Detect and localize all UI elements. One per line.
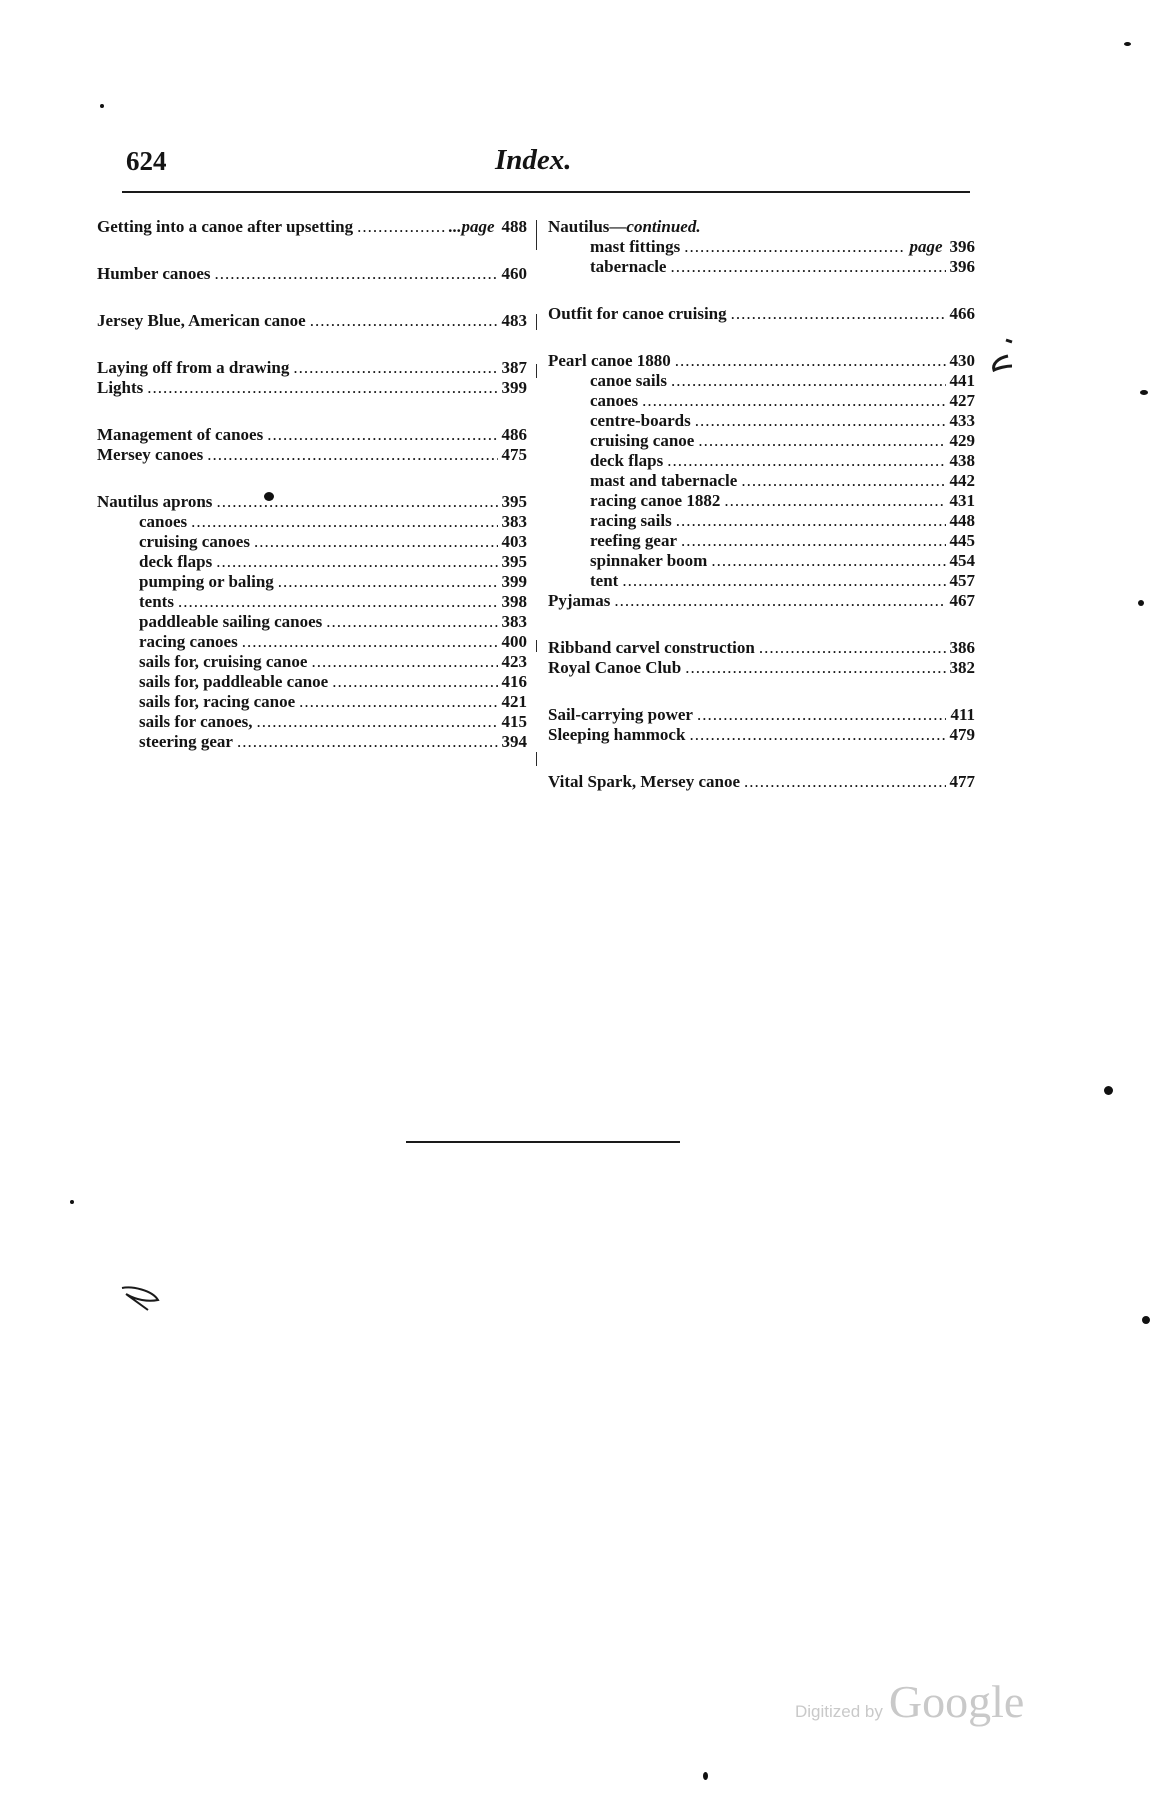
entry-page-number: 421 bbox=[501, 692, 527, 711]
entry-page-number: 396 bbox=[949, 257, 975, 276]
dot-leader bbox=[299, 692, 497, 712]
entry-label: Sail-carrying power bbox=[548, 705, 693, 724]
index-entry-sleeping-hammock bbox=[548, 725, 975, 745]
entry-label: canoe sails bbox=[590, 371, 667, 390]
index-entry-racing-sails bbox=[548, 511, 975, 531]
index-entry-nautilus-aprons bbox=[97, 492, 527, 512]
dot-leader bbox=[332, 672, 497, 692]
index-entry-getting-into-a-canoe-after-upsetting bbox=[97, 217, 527, 237]
index-entry-sails-for-cruising-canoe bbox=[97, 652, 527, 672]
entry-label: Royal Canoe Club bbox=[548, 658, 682, 677]
entry-label: Mersey canoes bbox=[97, 445, 204, 464]
page-number: 624 bbox=[126, 146, 167, 176]
entry-label: canoes bbox=[139, 512, 188, 531]
entry-page-number: 416 bbox=[501, 672, 527, 691]
scan-speck bbox=[1140, 390, 1148, 395]
dot-leader bbox=[215, 264, 498, 284]
entry-page-number: 445 bbox=[949, 531, 975, 550]
dot-leader bbox=[147, 378, 497, 398]
entry-label: Laying off from a drawing bbox=[97, 358, 290, 377]
scan-speck bbox=[1104, 1086, 1113, 1095]
dot-leader bbox=[242, 632, 498, 652]
page-title: Index. bbox=[495, 144, 572, 176]
index-entry-tabernacle bbox=[548, 257, 975, 277]
dot-leader bbox=[689, 725, 945, 745]
entry-page-number: 394 bbox=[501, 732, 527, 751]
entry-label: sails for canoes, bbox=[139, 712, 253, 731]
dot-leader bbox=[191, 512, 497, 532]
index-entry-spinnaker-boom bbox=[548, 551, 975, 571]
scan-speck bbox=[264, 492, 274, 501]
dot-leader bbox=[642, 391, 945, 411]
scan-speck bbox=[1142, 1316, 1150, 1324]
index-entry-tent bbox=[548, 571, 975, 591]
entry-page-number: 433 bbox=[949, 411, 975, 430]
entry-label: pumping or baling bbox=[139, 572, 274, 591]
index-entry-pyjamas bbox=[548, 591, 975, 611]
entry-page-number: 386 bbox=[949, 638, 975, 657]
entry-label: racing canoe 1882 bbox=[590, 491, 721, 510]
index-entry-steering-gear bbox=[97, 732, 527, 752]
dot-leader bbox=[759, 638, 946, 658]
entry-page-number: 438 bbox=[949, 451, 975, 470]
page-prefix: ...page bbox=[448, 217, 495, 236]
entry-label: Humber canoes bbox=[97, 264, 211, 283]
dot-leader bbox=[670, 257, 945, 277]
entry-label: Pearl canoe 1880 bbox=[548, 351, 671, 370]
entry-label: sails for, racing canoe bbox=[139, 692, 296, 711]
index-entry-pumping-or-baling bbox=[97, 572, 527, 592]
entry-label: spinnaker boom bbox=[590, 551, 708, 570]
entry-label: paddleable sailing canoes bbox=[139, 612, 323, 631]
index-entry-sails-for-paddleable-canoe bbox=[97, 672, 527, 692]
index-entry-humber-canoes bbox=[97, 264, 527, 284]
dot-leader bbox=[697, 705, 946, 725]
index-entry-canoes bbox=[548, 391, 975, 411]
entry-page-number: 423 bbox=[501, 652, 527, 671]
index-entry-management-of-canoes bbox=[97, 425, 527, 445]
entry-page-number: 403 bbox=[501, 532, 527, 551]
column-separator bbox=[536, 364, 537, 378]
dot-leader bbox=[310, 311, 498, 331]
dot-leader bbox=[676, 511, 946, 531]
dot-leader bbox=[326, 612, 497, 632]
entry-label: deck flaps bbox=[590, 451, 664, 470]
entry-page-number: 488 bbox=[501, 217, 527, 236]
index-entry-mast-fittings bbox=[548, 237, 975, 257]
scan-speck bbox=[1124, 42, 1131, 46]
entry-page-number: 383 bbox=[501, 612, 527, 631]
entry-page-number: 399 bbox=[501, 572, 527, 591]
entry-page-number: 398 bbox=[501, 592, 527, 611]
entry-label: Outfit for canoe cruising bbox=[548, 304, 727, 323]
entry-page-number: 483 bbox=[501, 311, 527, 330]
column-separator bbox=[536, 220, 537, 250]
entry-page-number: 441 bbox=[949, 371, 975, 390]
entry-page-number: 415 bbox=[501, 712, 527, 731]
scan-speck bbox=[100, 104, 104, 108]
scan-speck bbox=[70, 1200, 74, 1204]
dot-leader bbox=[278, 572, 498, 592]
index-entry-sail-carrying-power bbox=[548, 705, 975, 725]
entry-page-number: 431 bbox=[949, 491, 975, 510]
entry-page-number: 395 bbox=[501, 552, 527, 571]
dot-leader bbox=[357, 217, 445, 237]
entry-label: mast fittings bbox=[590, 237, 681, 256]
entry-label: Ribband carvel construction bbox=[548, 638, 755, 657]
entry-page-number: 383 bbox=[501, 512, 527, 531]
entry-label: cruising canoe bbox=[590, 431, 695, 450]
dot-leader bbox=[216, 552, 497, 572]
dot-leader bbox=[614, 591, 945, 611]
entry-page-number: 400 bbox=[501, 632, 527, 651]
index-entry-royal-canoe-club bbox=[548, 658, 975, 678]
dot-leader bbox=[254, 532, 498, 552]
entry-label: Jersey Blue, American canoe bbox=[97, 311, 306, 330]
entry-label: sails for, cruising canoe bbox=[139, 652, 308, 671]
dot-leader bbox=[698, 431, 945, 451]
digitized-by-google-watermark bbox=[795, 1675, 1024, 1728]
entry-page-number: 486 bbox=[501, 425, 527, 444]
dot-leader bbox=[257, 712, 498, 732]
entry-page-number: 466 bbox=[949, 304, 975, 323]
dot-leader bbox=[684, 237, 905, 257]
index-entry-cruising-canoe bbox=[548, 431, 975, 451]
pencil-mark bbox=[118, 1284, 164, 1314]
index-entry-centre-boards bbox=[548, 411, 975, 431]
dot-leader bbox=[695, 411, 946, 431]
entry-page-number: 467 bbox=[949, 591, 975, 610]
entry-label: Management of canoes bbox=[97, 425, 264, 444]
index-entry-mast-and-tabernacle bbox=[548, 471, 975, 491]
entry-label: racing canoes bbox=[139, 632, 238, 651]
index-entry-deck-flaps bbox=[548, 451, 975, 471]
dot-leader bbox=[731, 304, 946, 324]
index-entry-tents bbox=[97, 592, 527, 612]
column-separator bbox=[536, 314, 537, 330]
index-entry-ribband-carvel-construction bbox=[548, 638, 975, 658]
google-logo: Google bbox=[888, 1676, 1025, 1727]
index-entry-vital-spark-mersey-canoe bbox=[548, 772, 975, 792]
index-entry-mersey-canoes bbox=[97, 445, 527, 465]
index-entry-canoes bbox=[97, 512, 527, 532]
page-prefix: page bbox=[909, 237, 943, 256]
entry-label: Pyjamas bbox=[548, 591, 611, 610]
entry-page-number: 399 bbox=[501, 378, 527, 397]
dot-leader bbox=[724, 491, 945, 511]
dot-leader bbox=[675, 351, 946, 371]
entry-label: tents bbox=[139, 592, 174, 611]
entry-page-number: 396 bbox=[949, 237, 975, 256]
header-rule bbox=[122, 191, 970, 193]
index-entry-jersey-blue-american-canoe bbox=[97, 311, 527, 331]
entry-label: steering gear bbox=[139, 732, 233, 751]
entry-page-number: 411 bbox=[950, 705, 975, 724]
column-separator bbox=[536, 752, 537, 766]
dot-leader bbox=[267, 425, 497, 445]
index-entry-sails-for-canoes bbox=[97, 712, 527, 732]
entry-page-number: 475 bbox=[501, 445, 527, 464]
dot-leader bbox=[667, 451, 945, 471]
entry-page-number: 430 bbox=[949, 351, 975, 370]
dot-leader bbox=[744, 772, 945, 792]
dot-leader bbox=[237, 732, 498, 752]
continued-heading bbox=[548, 217, 975, 237]
entry-page-number: 477 bbox=[949, 772, 975, 791]
entry-label: Getting into a canoe after upsetting bbox=[97, 217, 354, 236]
index-left-column bbox=[97, 217, 527, 752]
entry-label: mast and tabernacle bbox=[590, 471, 738, 490]
end-rule bbox=[406, 1141, 680, 1143]
entry-page-number: 387 bbox=[501, 358, 527, 377]
index-entry-cruising-canoes bbox=[97, 532, 527, 552]
index-entry-lights bbox=[97, 378, 527, 398]
index-entry-sails-for-racing-canoe bbox=[97, 692, 527, 712]
index-entry-racing-canoe-1882 bbox=[548, 491, 975, 511]
continued-heading-word: continued. bbox=[626, 217, 701, 236]
entry-label: Vital Spark, Mersey canoe bbox=[548, 772, 741, 791]
entry-label: centre-boards bbox=[590, 411, 691, 430]
entry-page-number: 442 bbox=[949, 471, 975, 490]
entry-label: Lights bbox=[97, 378, 144, 397]
index-entry-laying-off-from-a-drawing bbox=[97, 358, 527, 378]
watermark-prefix: Digitized by bbox=[795, 1702, 883, 1721]
entry-page-number: 460 bbox=[501, 264, 527, 283]
entry-label: sails for, paddleable canoe bbox=[139, 672, 329, 691]
dot-leader bbox=[685, 658, 945, 678]
dot-leader bbox=[711, 551, 945, 571]
dot-leader bbox=[207, 445, 497, 465]
entry-page-number: 448 bbox=[949, 511, 975, 530]
index-entry-racing-canoes bbox=[97, 632, 527, 652]
index-entry-deck-flaps bbox=[97, 552, 527, 572]
dot-leader bbox=[216, 492, 497, 512]
entry-page-number: 454 bbox=[949, 551, 975, 570]
dot-leader bbox=[671, 371, 946, 391]
dot-leader bbox=[311, 652, 497, 672]
entry-label: deck flaps bbox=[139, 552, 213, 571]
entry-label: reefing gear bbox=[590, 531, 678, 550]
entry-label: racing sails bbox=[590, 511, 672, 530]
index-entry-canoe-sails bbox=[548, 371, 975, 391]
continued-heading-name: Nautilus— bbox=[548, 217, 627, 236]
scan-speck bbox=[1138, 600, 1144, 606]
dot-leader bbox=[741, 471, 945, 491]
index-entry-paddleable-sailing-canoes bbox=[97, 612, 527, 632]
entry-page-number: 479 bbox=[949, 725, 975, 744]
column-separator bbox=[536, 640, 537, 652]
index-entry-pearl-canoe-1880 bbox=[548, 351, 975, 371]
index-entry-outfit-for-canoe-cruising bbox=[548, 304, 975, 324]
entry-label: tabernacle bbox=[590, 257, 667, 276]
index-entry-reefing-gear bbox=[548, 531, 975, 551]
entry-label: tent bbox=[590, 571, 619, 590]
entry-page-number: 429 bbox=[949, 431, 975, 450]
entry-page-number: 427 bbox=[949, 391, 975, 410]
entry-page-number: 382 bbox=[949, 658, 975, 677]
scan-speck bbox=[703, 1772, 708, 1780]
margin-mark bbox=[988, 338, 1016, 374]
entry-label: canoes bbox=[590, 391, 639, 410]
entry-label: Sleeping hammock bbox=[548, 725, 686, 744]
dot-leader bbox=[681, 531, 945, 551]
entry-page-number: 457 bbox=[949, 571, 975, 590]
dot-leader bbox=[178, 592, 498, 612]
dot-leader bbox=[622, 571, 945, 591]
index-right-column bbox=[548, 217, 975, 792]
entry-page-number: 395 bbox=[501, 492, 527, 511]
entry-label: cruising canoes bbox=[139, 532, 250, 551]
dot-leader bbox=[293, 358, 497, 378]
entry-label: Nautilus aprons bbox=[97, 492, 213, 511]
